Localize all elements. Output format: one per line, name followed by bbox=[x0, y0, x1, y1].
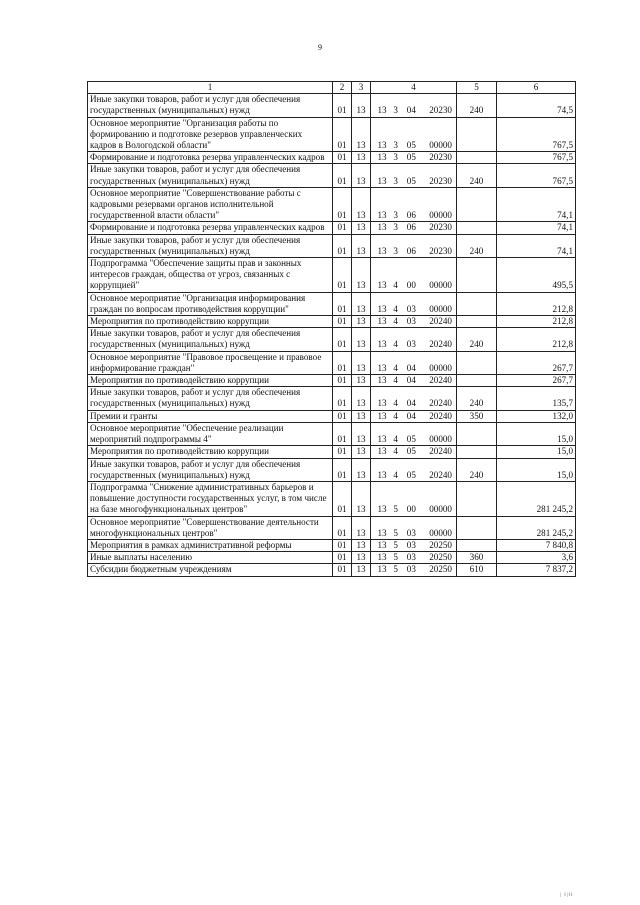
target-code-part: 13 bbox=[377, 280, 387, 291]
table-row bbox=[88, 117, 576, 152]
target-code-part: 3 bbox=[393, 210, 398, 221]
row-section-code: 01 bbox=[333, 164, 352, 187]
row-section-code: 01 bbox=[333, 539, 352, 551]
target-code-part: 00000 bbox=[429, 434, 452, 445]
table-row bbox=[88, 481, 576, 516]
row-amount: 212,8 bbox=[497, 316, 576, 328]
target-code-part: 13 bbox=[377, 552, 387, 563]
target-code-part: 20240 bbox=[429, 339, 452, 350]
row-amount: 281 245,2 bbox=[497, 481, 576, 516]
row-expense-type: 240 bbox=[457, 387, 497, 410]
target-code-part: 05 bbox=[406, 469, 416, 480]
target-code-parts bbox=[373, 375, 454, 386]
row-expense-type bbox=[457, 446, 497, 458]
row-target-code bbox=[371, 187, 457, 222]
row-subsection-code: 13 bbox=[352, 422, 371, 445]
row-amount: 281 245,2 bbox=[497, 516, 576, 539]
row-expense-type bbox=[457, 481, 497, 516]
target-code-part: 03 bbox=[406, 564, 416, 575]
table-row bbox=[88, 187, 576, 222]
row-target-code bbox=[371, 351, 457, 374]
target-code-part: 20250 bbox=[429, 539, 452, 550]
table-row bbox=[88, 422, 576, 445]
table-header-row bbox=[88, 82, 576, 94]
target-code-part: 13 bbox=[377, 527, 387, 538]
row-section-code: 01 bbox=[333, 234, 352, 257]
row-subsection-code: 13 bbox=[352, 351, 371, 374]
target-code-part: 13 bbox=[377, 339, 387, 350]
target-code-part: 13 bbox=[377, 245, 387, 256]
row-section-code: 01 bbox=[333, 328, 352, 351]
row-section-code: 01 bbox=[333, 446, 352, 458]
target-code-part: 00000 bbox=[429, 303, 452, 314]
table-row bbox=[88, 410, 576, 422]
row-expense-type bbox=[457, 187, 497, 222]
target-code-part: 4 bbox=[393, 446, 398, 457]
row-amount: 132,0 bbox=[497, 410, 576, 422]
target-code-part: 03 bbox=[406, 339, 416, 350]
row-expense-type bbox=[457, 375, 497, 387]
target-code-part: 20230 bbox=[429, 152, 452, 163]
row-amount: 3,6 bbox=[497, 552, 576, 564]
row-subsection-code: 13 bbox=[352, 410, 371, 422]
target-code-parts bbox=[373, 504, 454, 515]
target-code-part: 06 bbox=[406, 245, 416, 256]
row-amount: 267,7 bbox=[497, 351, 576, 374]
target-code-part: 13 bbox=[377, 434, 387, 445]
row-expense-type bbox=[457, 152, 497, 164]
row-target-code bbox=[371, 234, 457, 257]
budget-table bbox=[87, 81, 576, 577]
row-target-code bbox=[371, 222, 457, 234]
row-amount: 767,5 bbox=[497, 117, 576, 152]
table-row bbox=[88, 94, 576, 117]
target-code-parts bbox=[373, 446, 454, 457]
table-row bbox=[88, 316, 576, 328]
row-subsection-code: 13 bbox=[352, 516, 371, 539]
row-amount: 15,0 bbox=[497, 446, 576, 458]
row-target-code bbox=[371, 316, 457, 328]
target-code-parts bbox=[373, 434, 454, 445]
row-subsection-code: 13 bbox=[352, 316, 371, 328]
row-target-code bbox=[371, 552, 457, 564]
row-subsection-code: 13 bbox=[352, 187, 371, 222]
row-name: Мероприятия по противодействию коррупции bbox=[88, 446, 333, 458]
target-code-part: 05 bbox=[406, 446, 416, 457]
row-subsection-code: 13 bbox=[352, 222, 371, 234]
row-target-code bbox=[371, 387, 457, 410]
row-target-code bbox=[371, 539, 457, 551]
target-code-parts bbox=[373, 152, 454, 163]
row-subsection-code: 13 bbox=[352, 117, 371, 152]
row-target-code bbox=[371, 422, 457, 445]
target-code-part: 20240 bbox=[429, 316, 452, 327]
target-code-part: 3 bbox=[393, 222, 398, 233]
target-code-part: 4 bbox=[393, 339, 398, 350]
row-section-code: 01 bbox=[333, 387, 352, 410]
target-code-part: 20240 bbox=[429, 410, 452, 421]
row-amount: 74,1 bbox=[497, 222, 576, 234]
target-code-part: 03 bbox=[406, 316, 416, 327]
target-code-part: 20230 bbox=[429, 175, 452, 186]
target-code-part: 5 bbox=[393, 504, 398, 515]
row-target-code bbox=[371, 564, 457, 576]
target-code-parts bbox=[373, 140, 454, 151]
row-name: Иные закупки товаров, работ и услуг для обеспечения государственных (муниципальных) нужд bbox=[88, 234, 333, 257]
row-expense-type: 240 bbox=[457, 458, 497, 481]
row-name: Основное мероприятие "Совершенствование работы с кадровыми резервами органов исполнительной государственной власти области" bbox=[88, 187, 333, 222]
target-code-part: 5 bbox=[393, 552, 398, 563]
row-name: Мероприятия по противодействию коррупции bbox=[88, 316, 333, 328]
target-code-parts bbox=[373, 210, 454, 221]
row-target-code bbox=[371, 152, 457, 164]
row-amount: 267,7 bbox=[497, 375, 576, 387]
table-row bbox=[88, 516, 576, 539]
target-code-part: 20240 bbox=[429, 375, 452, 386]
row-section-code: 01 bbox=[333, 94, 352, 117]
target-code-part: 13 bbox=[377, 316, 387, 327]
row-subsection-code: 13 bbox=[352, 234, 371, 257]
row-name: Иные закупки товаров, работ и услуг для обеспечения государственных (муниципальных) нужд bbox=[88, 164, 333, 187]
row-section-code: 01 bbox=[333, 292, 352, 315]
row-section-code: 01 bbox=[333, 351, 352, 374]
target-code-part: 13 bbox=[377, 140, 387, 151]
row-expense-type: 350 bbox=[457, 410, 497, 422]
row-name: Основное мероприятие "Правовое просвещение и правовое информирование граждан" bbox=[88, 351, 333, 374]
target-code-part: 4 bbox=[393, 398, 398, 409]
target-code-part: 05 bbox=[406, 434, 416, 445]
target-code-part: 4 bbox=[393, 316, 398, 327]
target-code-part: 13 bbox=[377, 303, 387, 314]
row-section-code: 01 bbox=[333, 316, 352, 328]
row-name: Субсидии бюджетным учреждениям bbox=[88, 564, 333, 576]
row-subsection-code: 13 bbox=[352, 164, 371, 187]
row-name: Мероприятия в рамках административной реформы bbox=[88, 539, 333, 551]
target-code-parts bbox=[373, 540, 454, 551]
row-target-code bbox=[371, 481, 457, 516]
target-code-part: 06 bbox=[406, 222, 416, 233]
row-target-code bbox=[371, 328, 457, 351]
row-amount: 74,1 bbox=[497, 187, 576, 222]
target-code-part: 5 bbox=[393, 527, 398, 538]
target-code-part: 13 bbox=[377, 152, 387, 163]
target-code-parts bbox=[373, 316, 454, 327]
budget-table-body bbox=[88, 94, 576, 576]
target-code-parts bbox=[373, 105, 454, 116]
row-subsection-code: 13 bbox=[352, 258, 371, 293]
target-code-part: 04 bbox=[406, 362, 416, 373]
row-target-code bbox=[371, 410, 457, 422]
header-col-2: 2 bbox=[333, 82, 352, 94]
row-expense-type bbox=[457, 516, 497, 539]
target-code-part: 4 bbox=[393, 410, 398, 421]
row-name: Формирование и подготовка резерва управленческих кадров bbox=[88, 152, 333, 164]
table-row bbox=[88, 552, 576, 564]
row-expense-type bbox=[457, 258, 497, 293]
row-target-code bbox=[371, 164, 457, 187]
row-subsection-code: 13 bbox=[352, 375, 371, 387]
row-expense-type bbox=[457, 292, 497, 315]
target-code-part: 3 bbox=[393, 152, 398, 163]
row-section-code: 01 bbox=[333, 552, 352, 564]
target-code-part: 00 bbox=[406, 280, 416, 291]
table-row bbox=[88, 258, 576, 293]
row-target-code bbox=[371, 258, 457, 293]
row-target-code bbox=[371, 458, 457, 481]
row-amount: 767,5 bbox=[497, 152, 576, 164]
row-amount: 135,7 bbox=[497, 387, 576, 410]
table-row bbox=[88, 292, 576, 315]
row-target-code bbox=[371, 516, 457, 539]
target-code-part: 13 bbox=[377, 105, 387, 116]
row-section-code: 01 bbox=[333, 222, 352, 234]
table-row bbox=[88, 164, 576, 187]
target-code-part: 13 bbox=[377, 564, 387, 575]
row-target-code bbox=[371, 292, 457, 315]
table-row bbox=[88, 328, 576, 351]
target-code-part: 13 bbox=[377, 410, 387, 421]
target-code-part: 4 bbox=[393, 303, 398, 314]
target-code-parts bbox=[373, 411, 454, 422]
row-expense-type: 240 bbox=[457, 328, 497, 351]
row-expense-type bbox=[457, 422, 497, 445]
target-code-part: 00 bbox=[406, 504, 416, 515]
target-code-part: 20230 bbox=[429, 245, 452, 256]
row-target-code bbox=[371, 117, 457, 152]
target-code-part: 04 bbox=[406, 375, 416, 386]
table-row bbox=[88, 234, 576, 257]
target-code-part: 4 bbox=[393, 362, 398, 373]
row-expense-type bbox=[457, 351, 497, 374]
target-code-parts bbox=[373, 339, 454, 350]
target-code-part: 00000 bbox=[429, 140, 452, 151]
row-section-code: 01 bbox=[333, 481, 352, 516]
header-col-6: 6 bbox=[497, 82, 576, 94]
row-amount: 74,5 bbox=[497, 94, 576, 117]
target-code-part: 00000 bbox=[429, 280, 452, 291]
row-expense-type bbox=[457, 539, 497, 551]
target-code-part: 20240 bbox=[429, 398, 452, 409]
target-code-part: 13 bbox=[377, 539, 387, 550]
row-target-code bbox=[371, 446, 457, 458]
header-col-1: 1 bbox=[88, 82, 333, 94]
target-code-part: 3 bbox=[393, 175, 398, 186]
row-expense-type: 240 bbox=[457, 234, 497, 257]
scan-footer-mark: | ‖|‖‖ bbox=[560, 893, 574, 898]
target-code-part: 13 bbox=[377, 469, 387, 480]
row-name: Иные закупки товаров, работ и услуг для обеспечения государственных (муниципальных) нужд bbox=[88, 387, 333, 410]
row-expense-type: 610 bbox=[457, 564, 497, 576]
row-section-code: 01 bbox=[333, 564, 352, 576]
table-row bbox=[88, 152, 576, 164]
target-code-part: 13 bbox=[377, 210, 387, 221]
target-code-part: 04 bbox=[406, 398, 416, 409]
target-code-part: 13 bbox=[377, 446, 387, 457]
row-subsection-code: 13 bbox=[352, 458, 371, 481]
row-subsection-code: 13 bbox=[352, 152, 371, 164]
row-subsection-code: 13 bbox=[352, 481, 371, 516]
target-code-part: 13 bbox=[377, 398, 387, 409]
table-row bbox=[88, 446, 576, 458]
row-target-code bbox=[371, 375, 457, 387]
row-section-code: 01 bbox=[333, 187, 352, 222]
target-code-parts bbox=[373, 363, 454, 374]
row-expense-type bbox=[457, 117, 497, 152]
row-name: Премии и гранты bbox=[88, 410, 333, 422]
row-amount: 7 840,8 bbox=[497, 539, 576, 551]
row-subsection-code: 13 bbox=[352, 564, 371, 576]
row-name: Иные выплаты населению bbox=[88, 552, 333, 564]
target-code-part: 20250 bbox=[429, 552, 452, 563]
row-amount: 495,5 bbox=[497, 258, 576, 293]
row-section-code: 01 bbox=[333, 258, 352, 293]
target-code-part: 06 bbox=[406, 210, 416, 221]
target-code-part: 4 bbox=[393, 469, 398, 480]
row-name: Мероприятия по противодействию коррупции bbox=[88, 375, 333, 387]
target-code-parts bbox=[373, 398, 454, 409]
row-name: Основное мероприятие "Обеспечение реализации мероприятий подпрограммы 4" bbox=[88, 422, 333, 445]
target-code-part: 3 bbox=[393, 140, 398, 151]
row-section-code: 01 bbox=[333, 516, 352, 539]
row-amount: 767,5 bbox=[497, 164, 576, 187]
target-code-part: 13 bbox=[377, 175, 387, 186]
row-expense-type: 360 bbox=[457, 552, 497, 564]
row-expense-type: 240 bbox=[457, 94, 497, 117]
header-col-3: 3 bbox=[352, 82, 371, 94]
target-code-parts bbox=[373, 280, 454, 291]
table-row bbox=[88, 387, 576, 410]
target-code-part: 4 bbox=[393, 280, 398, 291]
row-name: Иные закупки товаров, работ и услуг для обеспечения государственных (муниципальных) нужд bbox=[88, 458, 333, 481]
row-section-code: 01 bbox=[333, 375, 352, 387]
target-code-part: 4 bbox=[393, 434, 398, 445]
row-subsection-code: 13 bbox=[352, 539, 371, 551]
target-code-part: 3 bbox=[393, 245, 398, 256]
table-row bbox=[88, 351, 576, 374]
target-code-part: 20240 bbox=[429, 446, 452, 457]
target-code-part: 20240 bbox=[429, 469, 452, 480]
target-code-part: 05 bbox=[406, 152, 416, 163]
row-amount: 15,0 bbox=[497, 422, 576, 445]
target-code-parts bbox=[373, 564, 454, 575]
target-code-part: 00000 bbox=[429, 527, 452, 538]
row-amount: 212,8 bbox=[497, 292, 576, 315]
target-code-part: 05 bbox=[406, 140, 416, 151]
target-code-part: 5 bbox=[393, 539, 398, 550]
target-code-part: 00000 bbox=[429, 504, 452, 515]
row-amount: 15,0 bbox=[497, 458, 576, 481]
target-code-part: 05 bbox=[406, 175, 416, 186]
row-section-code: 01 bbox=[333, 152, 352, 164]
table-row bbox=[88, 222, 576, 234]
row-name: Основное мероприятие "Организация информирования граждан по вопросам противодействия коррупции" bbox=[88, 292, 333, 315]
row-section-code: 01 bbox=[333, 422, 352, 445]
row-name: Основное мероприятие "Совершенствование деятельности многофункциональных центров" bbox=[88, 516, 333, 539]
row-section-code: 01 bbox=[333, 117, 352, 152]
target-code-part: 3 bbox=[393, 105, 398, 116]
table-row bbox=[88, 375, 576, 387]
target-code-parts bbox=[373, 552, 454, 563]
target-code-parts bbox=[373, 528, 454, 539]
target-code-part: 04 bbox=[406, 105, 416, 116]
target-code-part: 03 bbox=[406, 552, 416, 563]
row-amount: 212,8 bbox=[497, 328, 576, 351]
target-code-parts bbox=[373, 222, 454, 233]
target-code-part: 13 bbox=[377, 362, 387, 373]
target-code-part: 4 bbox=[393, 375, 398, 386]
row-name: Основное мероприятие "Организация работы по формированию и подготовке резервов управленческих кадров в Вологодской области" bbox=[88, 117, 333, 152]
row-name: Иные закупки товаров, работ и услуг для обеспечения государственных (муниципальных) нужд bbox=[88, 94, 333, 117]
row-expense-type: 240 bbox=[457, 164, 497, 187]
target-code-parts bbox=[373, 246, 454, 257]
target-code-part: 03 bbox=[406, 303, 416, 314]
target-code-part: 03 bbox=[406, 539, 416, 550]
row-subsection-code: 13 bbox=[352, 387, 371, 410]
table-row bbox=[88, 564, 576, 576]
row-section-code: 01 bbox=[333, 410, 352, 422]
table-row bbox=[88, 458, 576, 481]
row-subsection-code: 13 bbox=[352, 328, 371, 351]
row-amount: 74,1 bbox=[497, 234, 576, 257]
row-amount: 7 837,2 bbox=[497, 564, 576, 576]
row-expense-type bbox=[457, 222, 497, 234]
header-col-4: 4 bbox=[371, 82, 457, 94]
row-name: Подпрограмма "Обеспечение защиты прав и законных интересов граждан, общества от угроз, связанных с коррупцией" bbox=[88, 258, 333, 293]
target-code-parts bbox=[373, 470, 454, 481]
target-code-parts bbox=[373, 304, 454, 315]
target-code-part: 13 bbox=[377, 375, 387, 386]
row-name: Формирование и подготовка резерва управленческих кадров bbox=[88, 222, 333, 234]
target-code-part: 13 bbox=[377, 504, 387, 515]
row-target-code bbox=[371, 94, 457, 117]
target-code-part: 20230 bbox=[429, 222, 452, 233]
row-subsection-code: 13 bbox=[352, 292, 371, 315]
target-code-part: 03 bbox=[406, 527, 416, 538]
row-expense-type bbox=[457, 316, 497, 328]
header-col-5: 5 bbox=[457, 82, 497, 94]
row-subsection-code: 13 bbox=[352, 446, 371, 458]
row-name: Иные закупки товаров, работ и услуг для обеспечения государственных (муниципальных) нужд bbox=[88, 328, 333, 351]
target-code-parts bbox=[373, 176, 454, 187]
target-code-part: 00000 bbox=[429, 362, 452, 373]
row-subsection-code: 13 bbox=[352, 94, 371, 117]
target-code-part: 13 bbox=[377, 222, 387, 233]
target-code-part: 00000 bbox=[429, 210, 452, 221]
page-number: 9 bbox=[318, 43, 322, 52]
row-subsection-code: 13 bbox=[352, 552, 371, 564]
table-row bbox=[88, 539, 576, 551]
target-code-part: 04 bbox=[406, 410, 416, 421]
target-code-part: 20250 bbox=[429, 564, 452, 575]
row-name: Подпрограмма "Снижение административных барьеров и повышение доступности государственных услуг, в том числе на базе многофункциональных центров" bbox=[88, 481, 333, 516]
target-code-part: 5 bbox=[393, 564, 398, 575]
row-section-code: 01 bbox=[333, 458, 352, 481]
target-code-part: 20230 bbox=[429, 105, 452, 116]
